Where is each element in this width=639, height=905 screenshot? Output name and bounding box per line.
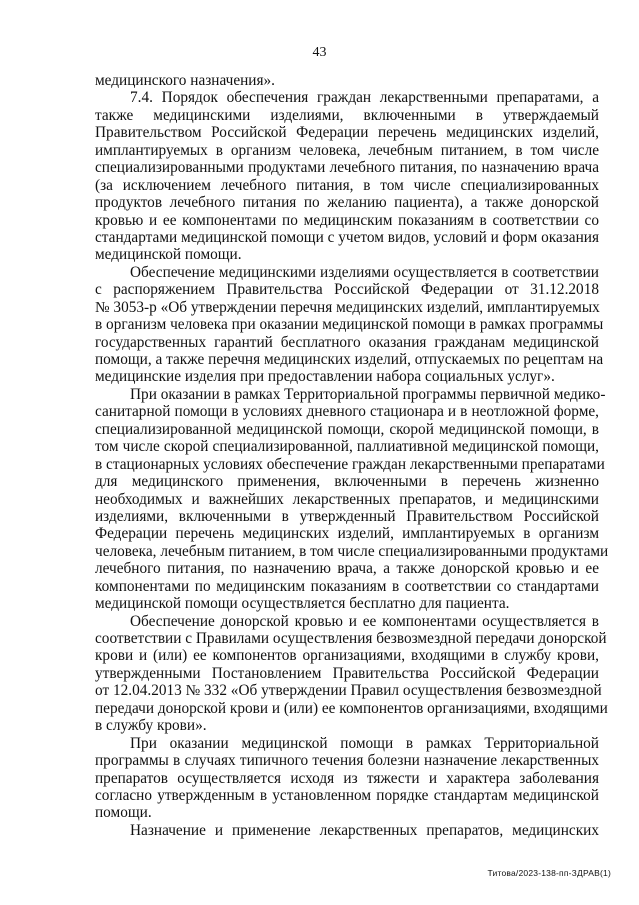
text-line: передачи донорской крови и (или) ее компонентов организациями, входящими — [95, 699, 608, 717]
paragraph — [95, 612, 608, 735]
text-line: 7.4. Порядок обеспечения граждан лекарственными препаратами, а — [130, 89, 599, 107]
text-line: (за исключением лечебного питания, в том числе специализированных — [95, 176, 599, 194]
text-line: № 3053-р «Об утверждении перечня медицинских изделий, имплантируемых — [95, 298, 600, 316]
text-line: помощи, а также перечня медицинских изделий, отпускаемых по рецептам на — [95, 351, 604, 368]
text-line: специализированными продуктами лечебного питания, по назначению врача — [95, 159, 599, 177]
text-line: крови и (или) ее компонентов организациями, входящими в службу крови, — [95, 647, 599, 665]
text-line: медицинского назначения». — [95, 72, 275, 89]
text-line: в службу крови». — [95, 717, 207, 735]
page-number: 43 — [312, 45, 327, 60]
text-line: с распоряжением Правительства Российской Федерации от 31.12.2018 — [95, 281, 599, 299]
text-line: медицинской помощи осуществляется бесплатно для пациента. — [95, 595, 510, 613]
text-line: кровью и ее компонентами по медицинским показаниям в соответствии со — [95, 211, 599, 229]
text-line: Обеспечение донорской кровью и ее компонентами осуществляется в — [130, 612, 599, 630]
text-line: соответствии с Правилами осуществления безвозмездной передачи донорской — [95, 630, 607, 647]
text-line: том числе скорой специализированной, паллиативной медицинской помощи, — [95, 438, 599, 456]
text-line: необходимых и важнейших лекарственных препаратов, и медицинскими — [95, 490, 599, 508]
text-line: При оказании в рамках Территориальной программы первичной медико- — [130, 385, 606, 403]
text-line: компонентами по медицинским показаниям в соответствии со стандартами — [95, 577, 599, 595]
text-line: Назначение и применение лекарственных препаратов, медицинских — [130, 821, 599, 839]
text-line: Обеспечение медицинскими изделиями осуществляется в соответствии — [130, 263, 599, 281]
text-line: программы в случаях типичного течения болезни назначение лекарственных — [95, 752, 599, 770]
text-line: продуктов лечебного питания по желанию пациента), а также донорской — [95, 194, 599, 212]
text-line: препаратов осуществляется исходя из тяжести и характера заболевания — [95, 769, 599, 787]
paragraph — [95, 822, 599, 839]
paragraph — [95, 72, 599, 89]
text-line: санитарной помощи в условиях дневного стационара и в неотложной форме, — [95, 403, 599, 421]
text-line: медицинской помощи. — [95, 246, 242, 264]
text-line: лечебного питания, по назначению врача, а также донорской кровью и ее — [95, 560, 599, 578]
text-line: в стационарных условиях обеспечение граждан лекарственными препаратами — [95, 455, 605, 473]
text-line: человека, лечебным питанием, в том числе специализированными продуктами — [95, 542, 609, 560]
text-line: государственных гарантий бесплатного оказания гражданам медицинской — [95, 333, 599, 351]
text-line: утвержденными Постановлением Правительства Российской Федерации — [95, 664, 599, 682]
text-line: стандартами медицинской помощи с учетом видов, условий и форм оказания — [95, 228, 599, 246]
document-body — [95, 72, 609, 839]
text-line: изделиями, включенными в утвержденный Правительством Российской — [95, 507, 599, 525]
text-line: помощи. — [95, 804, 152, 822]
text-line: Федерации перечень медицинских изделий, имплантируемых в организм — [95, 525, 599, 543]
text-line: имплантируемых в организм человека, лечебным питанием, в том числе — [95, 141, 599, 159]
footer-document-code: Титова/2023-138-пп-ЗДРАВ(1) — [487, 868, 611, 878]
text-line: Правительством Российской Федерации перечень медицинских изделий, — [95, 124, 599, 142]
paragraph — [95, 735, 599, 822]
text-line: медицинские изделия при предоставлении набора социальных услуг». — [95, 368, 555, 386]
text-line: При оказании медицинской помощи в рамках Территориальной — [130, 734, 599, 752]
text-line: специализированной медицинской помощи, скорой медицинской помощи, в — [95, 420, 599, 438]
paragraph — [95, 263, 604, 386]
text-line: в организм человека при оказании медицинской помощи в рамках программы — [95, 316, 604, 334]
text-line: от 12.04.2013 № 332 «Об утверждении Правил осуществления безвозмездной — [95, 682, 602, 700]
text-line: для медицинского применения, включенными в перечень жизненно — [95, 473, 599, 491]
paragraph — [95, 89, 599, 263]
paragraph — [95, 385, 609, 613]
text-line: согласно утвержденным в установленном порядке стандартам медицинской — [95, 786, 599, 804]
text-line: также медицинскими изделиями, включенными в утверждаемый — [95, 106, 599, 124]
